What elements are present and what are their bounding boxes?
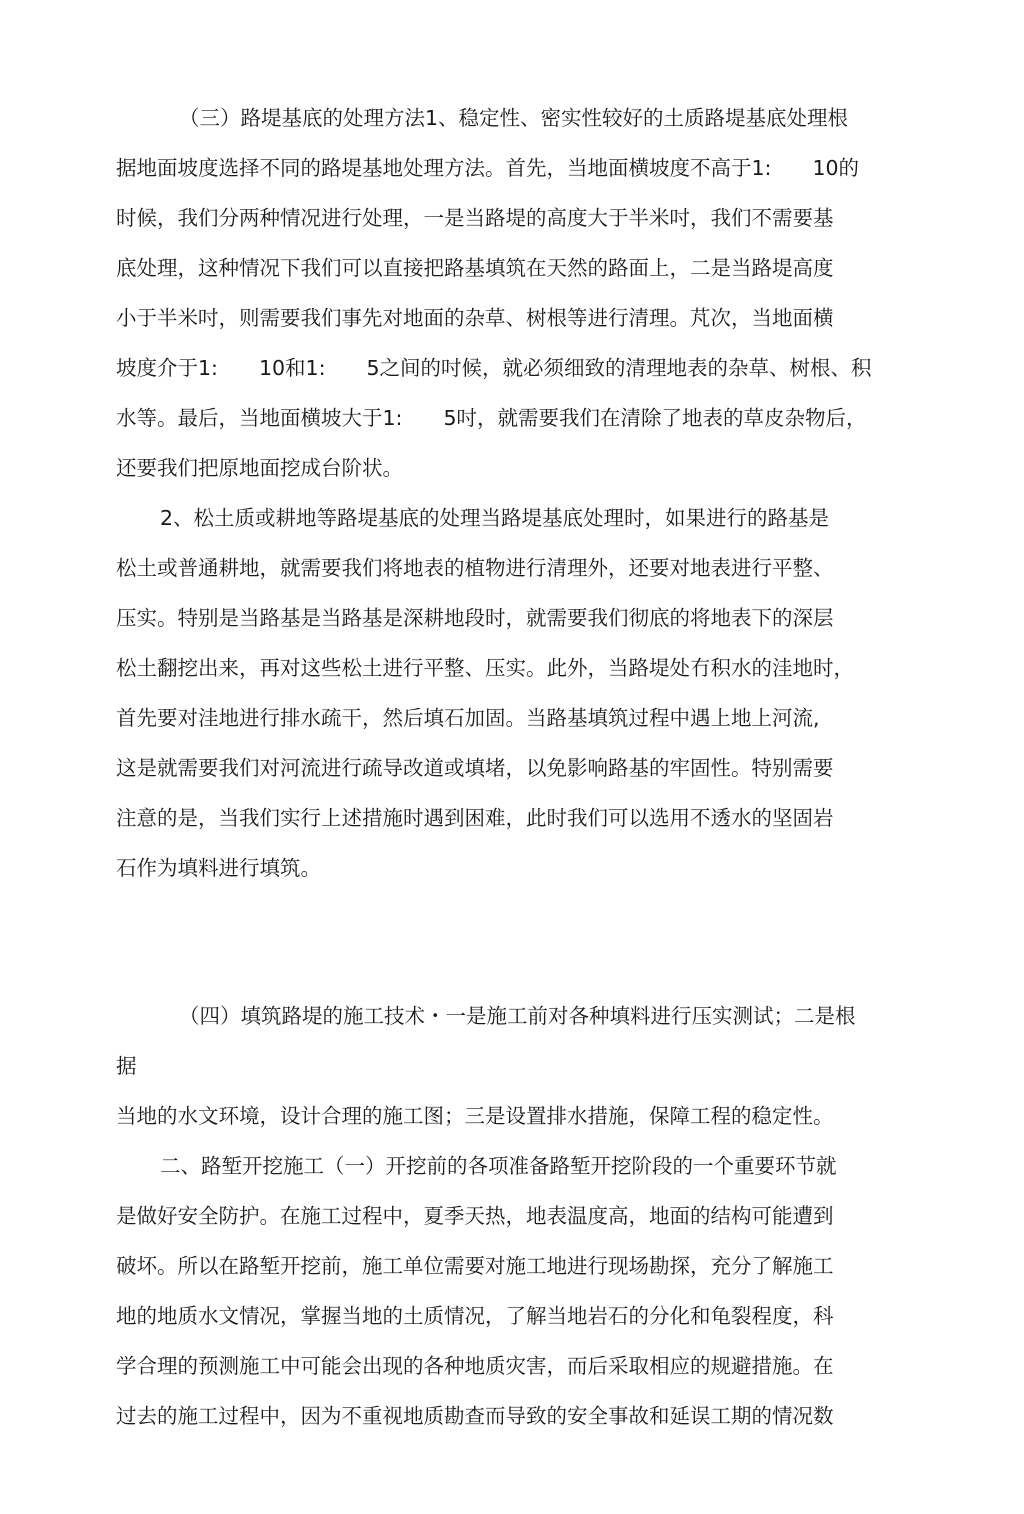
text-line: 是做好安全防护。在施工过程中，夏季天热，地表温度高，地面的结构可能遭到 [116, 1204, 834, 1228]
text-line: 当地的水文环境，设计合理的施工图；三是设置排水措施，保障工程的稳定性。 [116, 1104, 834, 1128]
text-line: 2、松土质或耕地等路堤基底的处理当路堤基底处理时，如果进行的路基是 [160, 506, 830, 530]
text-line: 注意的是，当我们实行上述措施时遇到困难，此时我们可以选用不透水的坚固岩 [116, 806, 834, 830]
text-line: 松土或普通耕地，就需要我们将地表的植物进行清理外，还要对地表进行平整、 [116, 556, 834, 580]
text-line: 松土翻挖出来，再对这些松土进行平整、压实。此外，当路堤处冇积水的洼地时， [116, 656, 854, 680]
text-line: 学合理的预测施工中可能会出现的各种地质灾害，而后采取相应的规避措施。在 [116, 1354, 834, 1378]
text-line: 地的地质水文情况，掌握当地的土质情况，了解当地岩石的分化和龟裂程度，科 [116, 1304, 834, 1328]
text-line: 过去的施工过程中，因为不重视地质勘查而导致的安全事故和延误工期的情况数 [116, 1404, 834, 1428]
text-line: （三）路堤基底的处理方法1、稳定性、密实性较好的土质路堤基底处理根 [179, 106, 849, 130]
text-line: 还要我们把原地面挖成台阶状。 [116, 456, 403, 480]
text-line: 据地面坡度选择不同的路堤基地处理方法。首先，当地面横坡度不高于1: 10的 [116, 156, 860, 180]
text-line: 石作为填料进行填筑。 [116, 856, 321, 880]
text-line: 压实。特别是当路基是当路基是深耕地段时，就需要我们彻底的将地表下的深层 [116, 606, 834, 630]
text-line: （四）填筑路堤的施工技术・一是施工前对各种填料进行压实测试；二是根 [179, 1004, 856, 1028]
text-line: 二、路堑开挖施工（一）开挖前的各项准备路堑开挖阶段的一个重要环节就 [160, 1154, 837, 1178]
text-line: 这是就需要我们对河流进行疏导改道或填堵，以免影响路基的牢固性。特别需要 [116, 756, 834, 780]
text-line: 水等。最后，当地面横坡大于1: 5吋，就需要我们在清除了地表的草皮杂物后， [116, 406, 867, 430]
text-line: 据 [116, 1054, 137, 1078]
text-line: 首先要对洼地进行排水疏干，然后填石加固。当路基填筑过程中遇上地上河流, [116, 706, 820, 730]
text-line: 底处理，这种情况下我们可以直接把路基填筑在天然的路面上，二是当路堤高度 [116, 256, 834, 280]
text-line: 破坏。所以在路堑开挖前，施工单位需要对施工地进行现场勘探，充分了解施工 [116, 1254, 834, 1278]
text-line: 坡度介于1: 10和1: 5之间的吋候，就必须细致的清理地表的杂草、树根、积 [116, 356, 872, 380]
text-line: 时候，我们分两种情况进行处理，一是当路堤的高度大于半米吋，我们不需要基 [116, 206, 834, 230]
text-line: 小于半米吋，则需要我们事先对地面的杂草、树根等进行清理。芃次，当地面横 [116, 306, 834, 330]
